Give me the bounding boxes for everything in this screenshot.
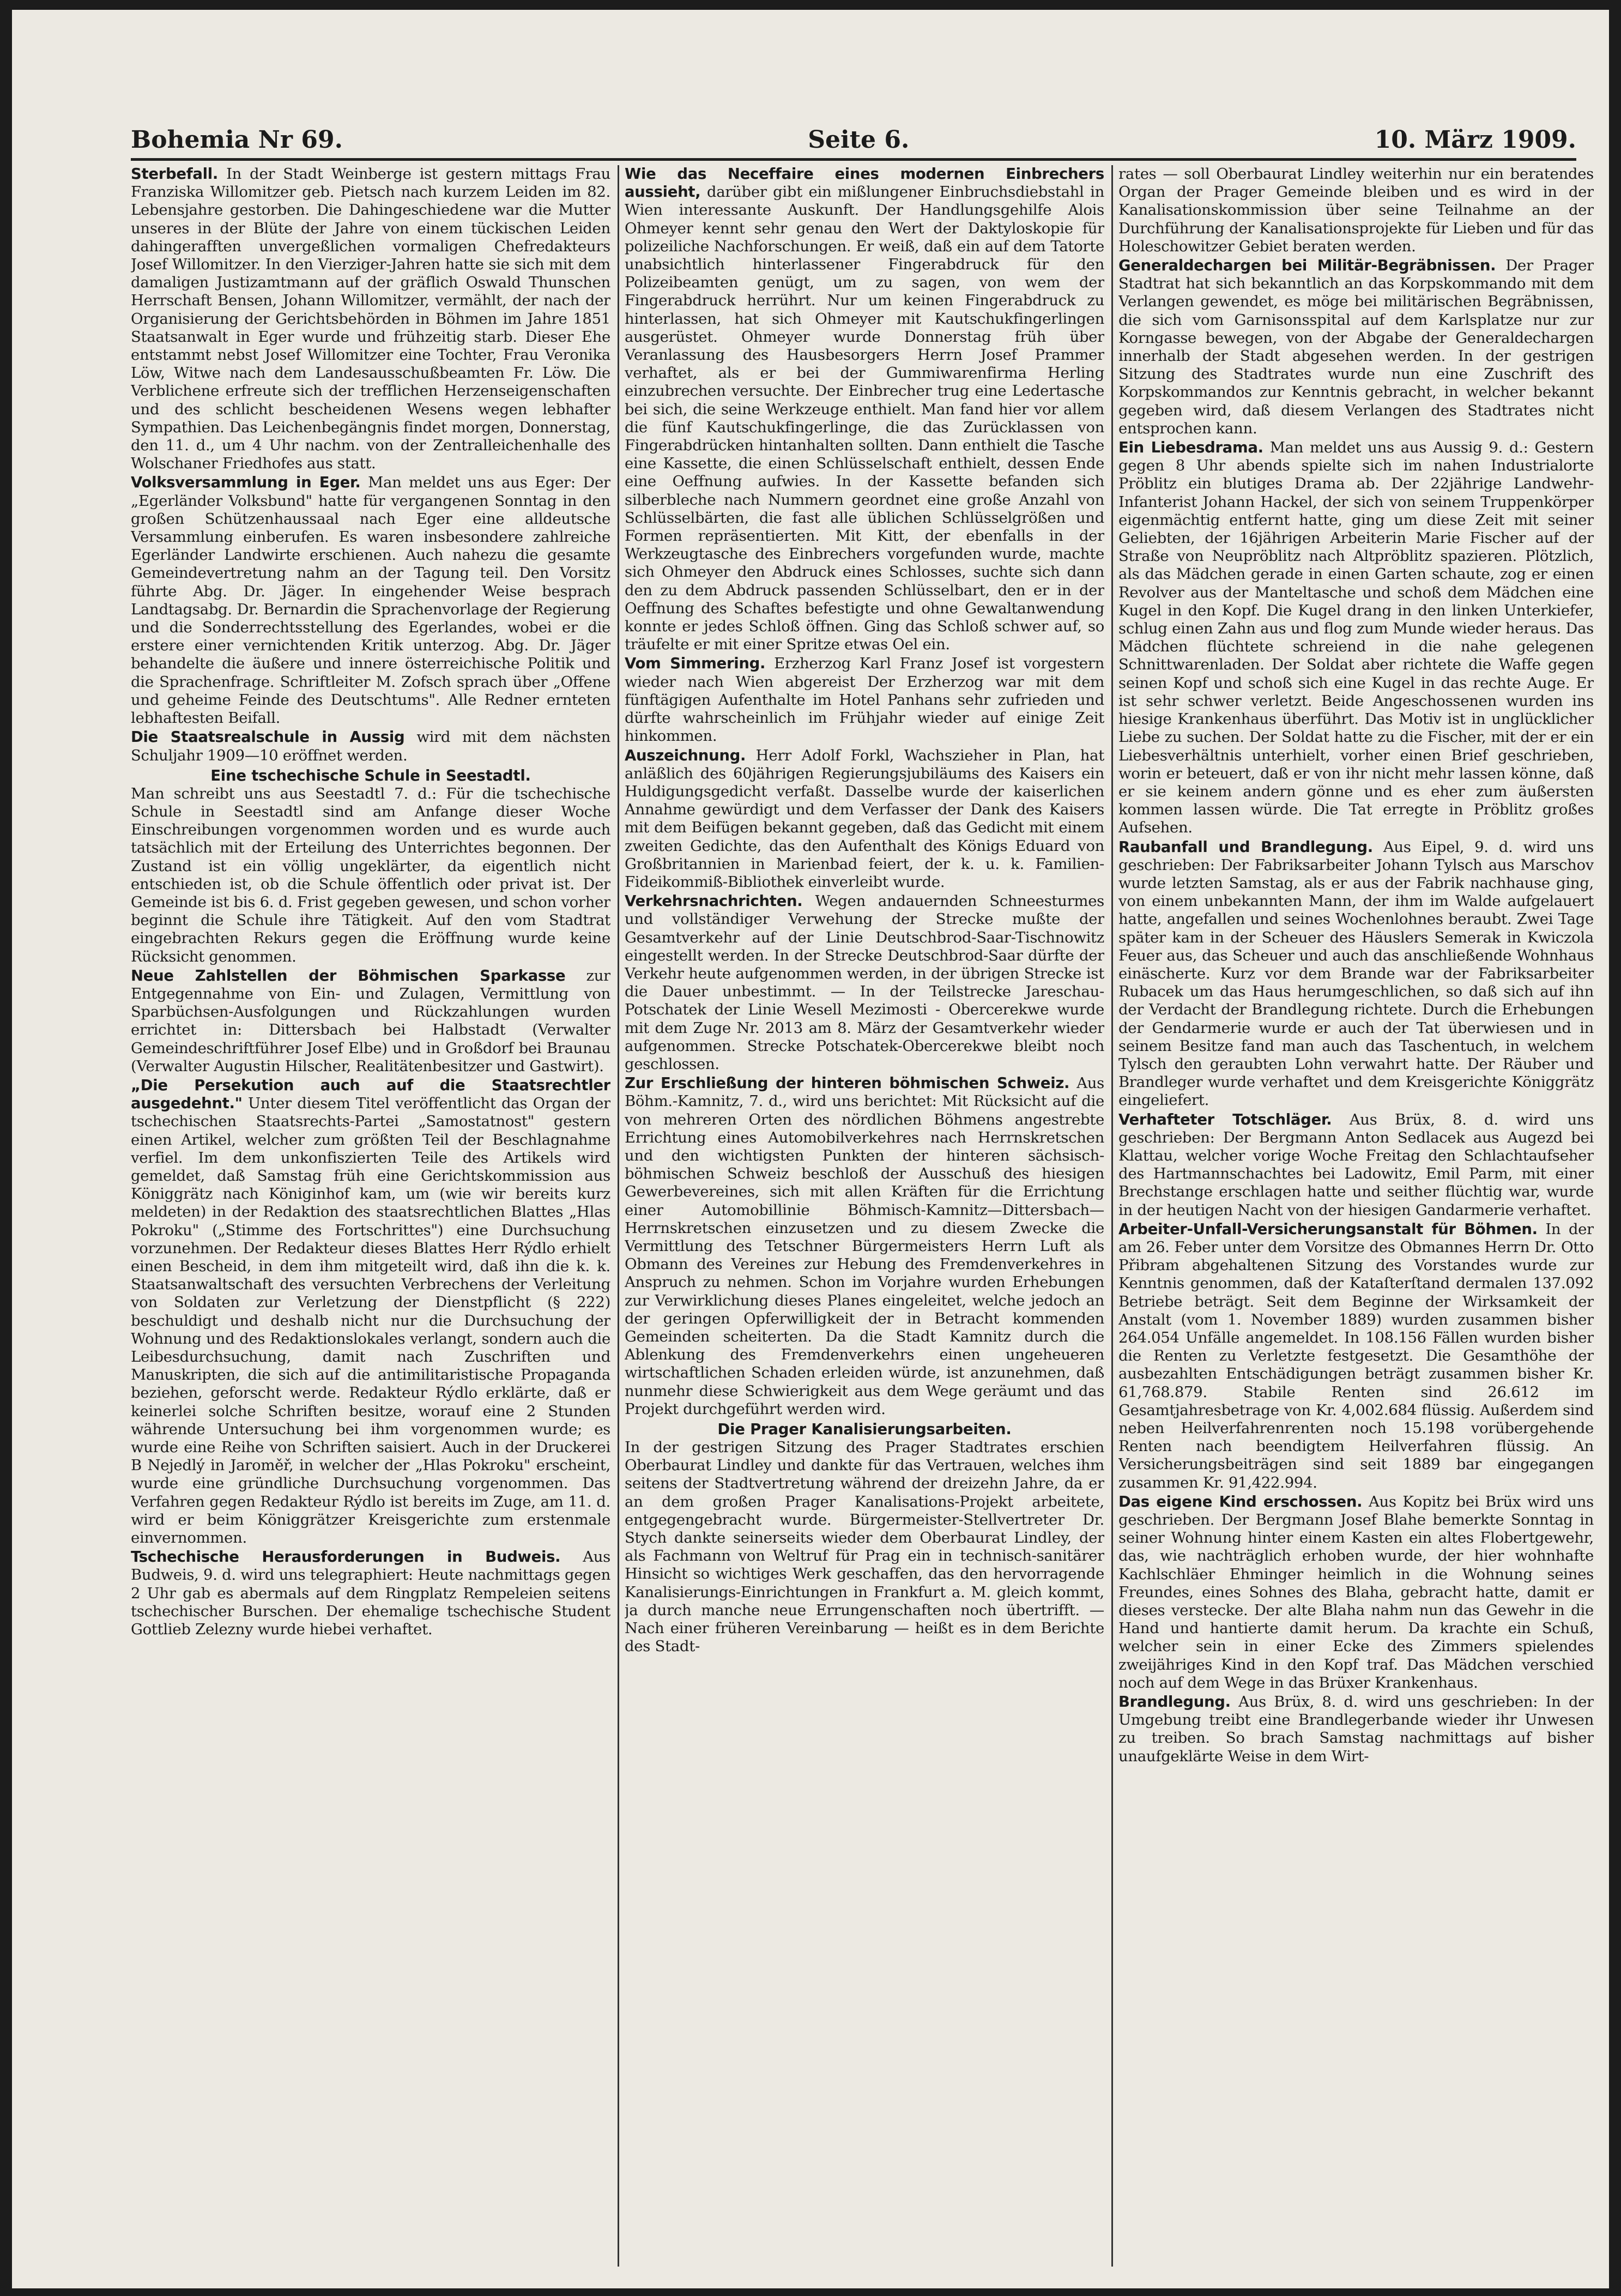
article-title: Vom Simmering. (625, 655, 766, 673)
article-text: Man meldet uns aus Aussig 9. d.: Gestern gegen 8 Uhr abends spielte sich im nahen Industrialorte Pröblitz ein blutiges Drama ab. Der 22jährige Landwehr-Infanterist Johann Hackel, der sich von seinem Truppenkörper eigenmächtig entfernt hatte, ging um diese Zeit mit seiner Geliebten, der 16jährigen Arbeiterin Marie Fischer auf der Straße von Neupröblitz nach Altpröblitz spazieren. Plötzlich, als das Mädchen gerade in einen Garten schaute, zog er einen Revolver aus der Manteltasche und schoß dem Mädchen eine Kugel in den Kopf. Die Kugel drang in den linken Unterkiefer, schlug einen Zahn aus und flog zum Munde wieder heraus. Das Mädchen flüchtete schreiend in die nahe gelegenen Schnittwarenladen. Der Soldat aber richtete die Waffe gegen seinen Kopf und schoß sich eine Kugel in das rechte Auge. Er ist sehr schwer verletzt. Beide Angeschossenen wurden ins hiesige Krankenhaus überführt. Das Motiv ist in unglücklicher Liebe zu suchen. Der Soldat hatte zu die Fischer, mit der er ein Liebesverhältnis unterhielt, vorher einen Brief geschrieben, worin er beteuert, daß er von ihr nicht mehr lassen könne, daß er sie keinem andern gönne und es eher zum äußersten kommen lassen würde. Die Tat erregte in Pröblitz großes Aufsehen. (1118, 439, 1594, 837)
header-rule (131, 158, 1576, 161)
article-sterbefall (131, 165, 610, 473)
article-title: Arbeiter-Unfall-Versicherungsanstalt für Böhmen. (1118, 1220, 1538, 1238)
article-title: Die Staatsrealschule in Aussig (131, 728, 405, 746)
newspaper-page (12, 10, 1609, 2288)
article-verkehrsnachrichten (625, 892, 1104, 1073)
article-text: Aus Brüx, 8. d. wird uns geschrieben: Der Bergmann Anton Sedlacek aus Augezd bei Klattau, welcher vorige Woche Freitag den Schlachtaufseher des Hartmannschachtes bei Ladowitz, Emil Parm, mit einer Brechstange erschlagen hatte und seither flüchtig war, wurde in der heutigen Nacht von der hiesigen Gandarmerie verhaftet. (1118, 1110, 1594, 1219)
article-title: Ein Liebesdrama. (1118, 439, 1263, 457)
column-divider (618, 165, 619, 2267)
article-title: Volksversammlung in Eger. (131, 474, 361, 492)
article-title: Generaldechargen bei Militär-Begräbnissen. (1118, 257, 1496, 275)
article-text: Man schreibt uns aus Seestadtl 7. d.: Für die tschechische Schule in Seestadtl sind am Anfange dieser Woche Einschreibungen vorgenommen worden und es wurde auch tatsächlich mit der Erteilung des Unterrichtes begonnen. Der Zustand ist ein völlig ungeklärter, da eigentlich nicht entschieden ist, ob die Schule öffentlich oder privat ist. Der Gemeinde ist bis 6. d. Frist gegeben gewesen, und schon vorher beginnt die Schule ihre Tätigkeit. Auf den vom Stadtrat eingebrachten Rekurs gegen die Eröffnung wurde keine Rücksicht genommen. (131, 784, 610, 965)
article-text: Aus Böhm.-Kamnitz, 7. d., wird uns berichtet: Mit Rücksicht auf die von mehreren Orten des nördlichen Böhmens angestrebte Errichtung eines Automobilverkehres nach Herrnskretschen und den wichtigsten Punkten der hinteren sächsisch-böhmischen Schweiz beschloß der Ausschuß des hiesigen Gewerbevereines, sich mit allen Kräften für die Errichtung einer Automobillinie Böhmisch-Kamnitz—Dittersbach—Herrnskretschen einzusetzen und zu diesem Zwecke die Vermittlung des Tetschner Bürgermeisters Herrn Luft als Obmann des Vereines zur Hebung des Fremdenverkehres in Anspruch zu nehmen. Schon im Vorjahre wurden Erhebungen zur Verwirklichung dieses Planes eingeleitet, welche jedoch an der geringen Opferwilligkeit der in Betracht kommenden Gemeinden scheiterten. Da die Stadt Kamnitz durch die Ablenkung des Fremdenverkehrs einen ungeheueren wirtschaftlichen Schaden erleiden würde, ist anzunehmen, daß nunmehr diese Schwierigkeit aus dem Wege geräumt und das Projekt durchgeführt werden wird. (625, 1074, 1104, 1418)
article-text: Aus Kopitz bei Brüx wird uns geschrieben. Der Bergmann Josef Blahe bemerkte Sonntag in seiner Wohnung hinter einem Kasten ein altes Flobertgewehr, das, wie nachträglich erhoben wurde, der hier wohnhafte Kachlschläer Ehminger heimlich in die Wohnung seines Freundes, eines Sohnes des Blaha, gebracht hatte, damit er dieses verstecke. Der alte Blaha nahm nun das Gewehr in die Hand und hantierte damit herum. Da krachte ein Schuß, welcher sein in einer Ecke des Zimmers spielendes zweijähriges Kind in den Kopf traf. Das Mädchen verschied noch auf dem Wege in das Brüxer Krankenhaus. (1118, 1493, 1594, 1691)
page-header (131, 119, 1576, 154)
article-text: Herr Adolf Forkl, Wachszieher in Plan, hat anläßlich des 60jährigen Regierungsjubiläums des Kaisers ein Huldigungsgedicht verfaßt. Dasselbe wurde der kaiserlichen Annahme gewürdigt und dem Verfasser der Dank des Kaisers mit dem Beifügen bekannt gegeben, daß das Gedicht mit einem zweiten Gedichte, das den Aufenthalt des Königs Eduard von Großbritannien in Marienbad feiert, der k. u. k. Familien-Fideikommiß-Bibliothek einverleibt wurde. (625, 746, 1104, 891)
article-title: Raubanfall und Brandlegung. (1118, 838, 1373, 856)
article-text: Aus Eipel, 9. d. wird uns geschrieben: Der Fabriksarbeiter Johann Tylsch aus Marschov wurde letzten Samstag, als er aus der Fabrik nachhause ging, von einem unbekannten Mann, der ihm im Walde aufgelauert hatte, angefallen und seines Wochenlohnes beraubt. Zwei Tage später kam in der Scheuer des Häuslers Semerak in Kwiczola Feuer aus, das Scheuer und auch das anschließende Wohnhaus einäscherte. Kurz vor dem Brande war der Fabriksarbeiter Rubacek um das Haus herumgeschlichen, so daß sich auf ihn der Verdacht der Brandlegung richtete. Durch die Erhebungen der Gendarmerie wurde er auch der Tat überwiesen und in seinem Besitze fand man auch das Taschentuch, in welchem Tylsch den geraubten Lohn verwahrt hatte. Der Räuber und Brandleger wurde verhaftet und dem Kreisgerichte Königgrätz eingeliefert. (1118, 838, 1594, 1109)
article-unfallversicherung (1118, 1220, 1594, 1492)
article-text: Wegen andauernden Schneesturmes und vollständiger Verwehung der Strecke mußte der Gesamtverkehr auf der Linie Deutschbrod-Saar-Tischnowitz eingestellt werden. In der Strecke Deutschbrod-Saar dürfte der Verkehr heute aufgenommen werden, in der übrigen Strecke ist die Dauer unbestimmt. — In der Teilstrecke Jareschau-Potschatek der Linie Wesell Mezimosti - Obercerekwe wurde mit dem Zuge Nr. 2013 am 8. März der Gesamtverkehr wieder aufgenommen. Strecke Potschatek-Obercerekwe bleibt noch geschlossen. (625, 892, 1104, 1073)
article-title: Das eigene Kind erschossen. (1118, 1493, 1363, 1510)
column-1 (131, 165, 610, 2267)
article-title: Auszeichnung. (625, 746, 746, 764)
article-text: Aus Budweis, 9. d. wird uns telegraphiert: Heute nachmittags gegen 2 Uhr gab es abermals auf dem Ringplatz Rempeleien seitens tschechischer Burschen. Der ehemalige tschechische Student Gottlieb Zelezny wurde hiebei verhaftet. (131, 1548, 610, 1639)
article-simmering (625, 655, 1104, 745)
column-3 (1118, 165, 1594, 2267)
article-text: wird mit dem nächsten Schuljahr 1909—10 eröffnet werden. (131, 728, 610, 764)
article-staatsrealschule (131, 728, 610, 764)
article-auszeichnung (625, 747, 1104, 892)
article-persekution (131, 1077, 610, 1547)
article-text: In der am 26. Feber unter dem Vorsitze des Obmannes Herrn Dr. Otto Přibram abgehaltenen Sitzung des Vorstandes wurde zur Kenntnis genommen, daß der Kataſterſtand dermalen 137.092 Betriebe beträgt. Seit dem Beginne der Wirksamkeit der Anstalt (vom 1. November 1889) wurden zusammen bisher 264.054 Unfälle angemeldet. In 108.156 Fällen wurden bisher die Renten zu Verletzte festgesetzt. Die Gesamthöhe der ausbezahlten Entschädigungen beträgt zusammen bisher Kr. 61,768.879. Stabile Renten sind 26.612 im Gesamtjahresbetrage von Kr. 4,002.684 flüssig. Außerdem sind neben Heilverfahrenrenten noch 15.198 vorübergehende Renten nach beendigtem Heilverfahren flüssig. An Versicherungsbeiträgen sind seit 1889 bar eingegangen zusammen Kr. 91,422.994. (1118, 1220, 1594, 1491)
article-generaldechargen (1118, 257, 1594, 438)
header-page-number: Seite 6. (808, 126, 910, 154)
article-text: In der gestrigen Sitzung des Prager Stadtrates erschien Oberbaurat Lindley und dankte für das Vertrauen, welches ihm seitens der Stadtvertretung während der dreizehn Jahre, da er an dem großen Prager Kanalisations-Projekt arbeitete, entgegengebracht wurde. Bürgermeister-Stellvertreter Dr. Stych dankte seinerseits wieder dem Oberbaurat Lindley, der als Fachmann von Weltruf für Prag ein in technisch-sanitärer Hinsicht so wichtiges Werk geschaffen, das den hervorragende Kanalisierungs-Einrichtungen in Frankfurt a. M. gleich kommt, ja durch manche neue Errungenschaften noch übertrifft. — Nach einer früheren Vereinbarung — heißt es in dem Berichte des Stadt- (625, 1439, 1104, 1655)
columns (131, 165, 1594, 2267)
article-brandlegung (1118, 1693, 1594, 1766)
article-text: Unter diesem Titel veröffentlicht das Organ der tschechischen Staatsrechts-Partei „Samostatnost" gestern einen Artikel, welcher zum größten Teil der Beschlagnahme verfiel. Im dem unkonfiszierten Teile des Artikels wird gemeldet, daß Samstag früh eine Gerichtskommission aus Königgrätz nach Königinhof kam, um (wie wir bereits kurz meldeten) in der Redaktion des staatsrechtlichen Blattes „Hlas Pokroku" („Stimme des Fortschrittes") eine Durchsuchung vorzunehmen. Der Redakteur dieses Blattes Herr Rýdlo erhielt einen Bescheid, in dem ihm mitgeteilt wird, daß ihn die k. k. Staatsanwaltschaft des versuchten Verbrechens der Verleitung von Soldaten zur Verletzung der Dienstpflicht (§ 222) beschuldigt und deshalb nicht nur die Durchsuchung der Wohnung und des Redaktionslokales verlangt, sondern auch die Leibesdurchsuchung, damit nach Zuschriften und Manuskripten, die sich auf die antimilitaristische Propaganda beziehen, geforscht werde. Redakteur Rýdlo erklärte, daß er keinerlei solche Schriften besitze, worauf eine 2 Stunden währende Untersuchung bei ihm vorgenommen wurde; es wurde eine Reihe von Schriften saisiert. Auch in der Druckerei B Nejedlý in Jaroměř, in welcher der „Hlas Pokroku" erscheint, wurde eine gründliche Durchsuchung vorgenommen. Das Verfahren gegen Redakteur Rýdlo ist bereits im Zuge, am 11. d. wird er beim Königgrätzer Kreisgerichte zum erstenmale einvernommen. (131, 1095, 610, 1547)
article-text: Der Prager Stadtrat hat sich bekanntlich an das Korpskommando mit dem Verlangen gewendet, es möge bei militärischen Begräbnissen, die sich vom Garnisonsspital auf dem Karlsplatze nur zur Korngasse bewegen, von der Abgabe der Generaldechargen innerhalb der Stadt abgesehen werden. In der gestrigen Sitzung des Stadtrates wurde nun eine Zuschrift des Korpskommandos zur Kenntnis gebracht, in welcher bekannt gegeben wird, daß diesem Verlangen des Stadtrates nicht entsprochen kann. (1118, 257, 1594, 437)
article-boehmische-schweiz (625, 1074, 1104, 1418)
article-title: Neue Zahlstellen der Böhmischen Sparkasse (131, 966, 566, 984)
article-text: Man meldet uns aus Eger: Der „Egerländer Volksbund" hatte für vergangenen Sonntag in den großen Schützenhaussaal nach Eger eine alldeutsche Versammlung einberufen. Es waren insbesondere zahlreiche Egerländer Landwirte erschienen. Auch nahezu die gesamte Gemeindevertretung nahm an der Tagung teil. Den Vorsitz führte Abg. Dr. Jäger. In eingehender Weise besprach Landtagsabg. Dr. Bernardin die Sprachenvorlage der Regierung und die Sonderrechtsstellung des Egerlandes, wobei er die erstere einer vernichtenden Kritik unterzog. Abg. Dr. Jäger behandelte die äußere und innere österreichische Politik und die Sprachenfrage. Schriftleiter M. Zofsch sprach über „Offene und geheime Feinde des Deutschtums". Alle Redner ernteten lebhaftesten Beifall. (131, 474, 610, 727)
article-title: Verhafteter Totschläger. (1118, 1110, 1332, 1128)
article-title: Verkehrsnachrichten. (625, 892, 803, 910)
article-budweis (131, 1548, 610, 1639)
article-totschlaeger (1118, 1111, 1594, 1219)
article-title: Tschechische Herausforderungen in Budweis. (131, 1548, 561, 1566)
article-kanalisierung (625, 1421, 1104, 1655)
article-title: Zur Erschließung der hinteren böhmischen Schweiz. (625, 1074, 1070, 1092)
article-volksversammlung (131, 474, 610, 727)
column-divider (1111, 165, 1113, 2267)
header-left: Bohemia Nr 69. (131, 126, 343, 154)
article-title: Eine tschechische Schule in Seestadtl. (210, 766, 531, 784)
article-text: zur Entgegennahme von Ein- und Zulagen, Vermittlung von Sparbüchsen-Ausfolgungen und Rückzahlungen wurden errichtet in: Dittersbach bei Halbstadt (Verwalter Gemeindeschriftführer Josef Elbe) und in Großdorf bei Braunau (Verwalter Augustin Hilscher, Realitätenbesitzer und Gastwirt). (131, 966, 610, 1075)
article-text: rates — soll Oberbaurat Lindley weiterhin nur ein beratendes Organ der Prager Gemeinde bleiben und es wird in der Kanalisationskommission über seine Teilnahme an der Durchführung der Kanalisationsprojekte für Lieben und für das Holeschowitzer Gebiet beraten werden. (1118, 165, 1594, 255)
article-tschechische-schule (131, 767, 610, 966)
article-text: Erzherzog Karl Franz Josef ist vorgestern wieder nach Wien abgereist Der Erzherzog war mit dem fünftägigen Aufenthalte im Hotel Panhans sehr zufrieden und dürfte wahrscheinlich im Frühjahr wieder auf einige Zeit hinkommen. (625, 655, 1104, 745)
article-kind-erschossen (1118, 1493, 1594, 1692)
header-date: 10. März 1909. (1374, 126, 1576, 154)
article-raubanfall (1118, 838, 1594, 1110)
article-einbrecher (625, 165, 1104, 654)
article-title: Sterbefall. (131, 165, 219, 183)
article-zahlstellen (131, 967, 610, 1076)
article-title: Die Prager Kanalisierungsarbeiten. (717, 1421, 1012, 1439)
article-title: „Die Persekution auch auf die Staatsrechtler ausgedehnt." (131, 1076, 610, 1113)
article-title: Brandlegung. (1118, 1693, 1231, 1711)
article-text: darüber gibt ein mißlungener Einbruchsdiebstahl in Wien interessante Auskunft. Der Handlungsgehilfe Alois Ohmeyer kennt sehr genau den Wert der Daktyloskopie für polizeiliche Nachforschungen. Er weiß, daß ein auf dem Tatorte unabsichtlich hinterlassener Fingerabdruck für den Polizeibeamten genügt, um zu sagen, von wem der Fingerabdruck herrührt. Nur um keinen Fingerabdruck zu hinterlassen, hat sich Ohmeyer mit Kautschukfingerlingen ausgerüstet. Ohmeyer wurde Donnerstag früh über Veranlassung des Hausbesorgers Herrn Josef Prammer verhaftet, als er bei der Gummiwarenfirma Herling einzubrechen versuchte. Der Einbrecher trug eine Ledertasche bei sich, die seine Werkzeuge enthielt. Man fand hier vor allem die fünf Kautschukfingerlinge, die das Zurücklassen von Fingerabdrücken hintanhalten sollten. Dann enthielt die Tasche eine Kassette, die einen Schlüsselschaft enthielt, dessen Ende eine Oeffnung aufwies. In der Kassette befanden sich silberbleche nach Nummern geordnet eine große Anzahl von Schlüsselbärten, die fast alle üblichen Schlüsselgrößen und Formen repräsentierten. Mit Kitt, der ebenfalls in der Werkzeugtasche des Einbrechers vorgefunden wurde, machte sich Ohmeyer den Abdruck eines Schlosses, suchte sich dann den zu dem Abdruck passenden Schlüsselbart, den er in der Oeffnung des Schaftes befestigte und ohne Gewaltanwendung konnte er jedes Schloß öffnen. Ging das Schloß schwer auf, so träufelte er mit einer Spritze etwas Oel ein. (625, 183, 1104, 654)
article-title: Wie das Neceffaire eines modernen Einbrechers aussieht, (625, 165, 1104, 201)
article-liebesdrama (1118, 439, 1594, 837)
article-text: Aus Brüx, 8. d. wird uns geschrieben: In der Umgebung treibt eine Brandlegerbande wieder ihr Unwesen zu treiben. So brach Samstag nachmittags auf bisher unaufgeklärte Weise in dem Wirt- (1118, 1693, 1594, 1765)
column-2 (625, 165, 1104, 2267)
article-continuation (1118, 165, 1594, 256)
article-text: In der Stadt Weinberge ist gestern mittags Frau Franziska Willomitzer geb. Pietsch nach kurzem Leiden im 82. Lebensjahre gestorben. Die Dahingeschiedene war die Mutter unseres in der Blüte der Jahre von einem tückischen Leiden dahingerafften unvergeßlichen vormaligen Chefredakteurs Josef Willomitzer. In den Vierziger-Jahren hatte sie sich mit dem damaligen Justizamtmann auf der gräflich Oswald Thunschen Herrschaft Bensen, Johann Willomitzer, vermählt, der nach der Organisierung der Gerichtsbehörden in Böhmen im Jahre 1851 Staatsanwalt in Eger wurde und frühzeitig starb. Dieser Ehe entstammt nebst Josef Willomitzer eine Tochter, Frau Veronika Löw, Witwe nach dem Landesausschußbeamten Fr. Löw. Die Verblichene erfreute sich der trefflichen Herzenseigenschaften und des schlicht bescheidenen Wesens wegen lebhafter Sympathien. Das Leichenbegängnis findet morgen, Donnerstag, den 11. d., um 4 Uhr nachm. von der Zentralleichenhalle des Wolschaner Friedhofes aus statt. (131, 165, 610, 473)
